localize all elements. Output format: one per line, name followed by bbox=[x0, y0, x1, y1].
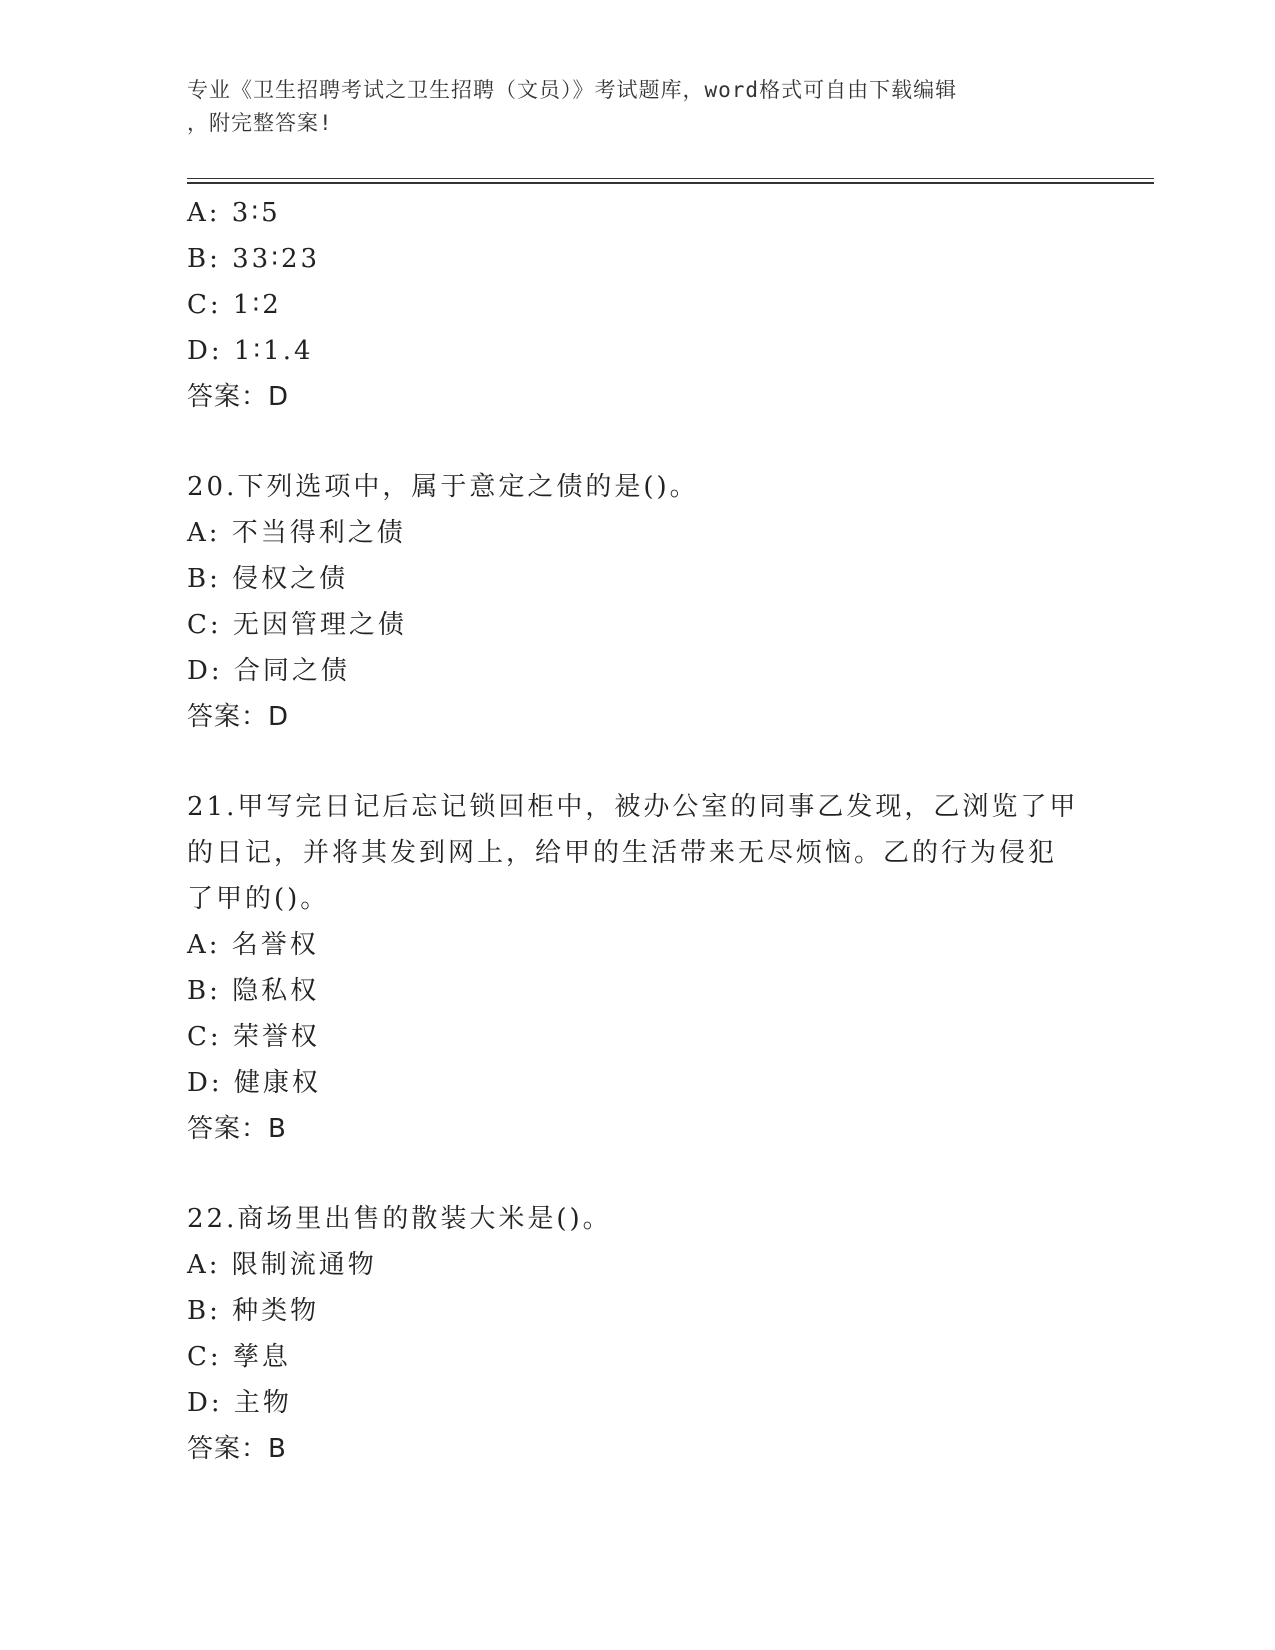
header-line-1: 专业《卫生招聘考试之卫生招聘（文员）》考试题库，word格式可自由下载编辑 bbox=[187, 78, 958, 102]
question-stem-line-1: 21.甲写完日记后忘记锁回柜中，被办公室的同事乙发现，乙浏览了甲 bbox=[187, 792, 1079, 822]
question-20 bbox=[187, 464, 1087, 740]
question-21 bbox=[187, 784, 1087, 1152]
spacer bbox=[187, 420, 1087, 464]
answer-line: 答案：B bbox=[187, 1434, 287, 1464]
option-d: D: 主物 bbox=[187, 1388, 292, 1418]
option-a: A: 3∶5 bbox=[187, 198, 281, 228]
option-b: B: 侵权之债 bbox=[187, 564, 349, 594]
question-stem-line-3: 了甲的()。 bbox=[187, 884, 330, 914]
option-c: C: 无因管理之债 bbox=[187, 610, 407, 640]
spacer bbox=[187, 1152, 1087, 1196]
option-a: A: 名誉权 bbox=[187, 930, 319, 960]
option-c: C: 荣誉权 bbox=[187, 1022, 320, 1052]
header-divider-thick bbox=[187, 182, 1154, 184]
option-b: B: 33∶23 bbox=[187, 244, 321, 274]
option-c: C: 孳息 bbox=[187, 1342, 291, 1372]
option-b: B: 隐私权 bbox=[187, 976, 320, 1006]
question-stem: 22.商场里出售的散装大米是()。 bbox=[187, 1204, 612, 1234]
question-stem-line-2: 的日记，并将其发到网上，给甲的生活带来无尽烦恼。乙的行为侵犯 bbox=[187, 838, 1058, 868]
option-d: D: 1∶1.4 bbox=[187, 336, 314, 366]
header-divider-thin bbox=[187, 178, 1154, 179]
question-22 bbox=[187, 1196, 1087, 1472]
answer-line: 答案：D bbox=[187, 382, 290, 412]
answer-line: 答案：B bbox=[187, 1114, 287, 1144]
header-line-2: ，附完整答案! bbox=[187, 111, 333, 135]
question-19-continued bbox=[187, 190, 1087, 420]
option-a: A: 限制流通物 bbox=[187, 1250, 377, 1280]
option-a: A: 不当得利之债 bbox=[187, 518, 406, 548]
question-stem: 20.下列选项中，属于意定之债的是()。 bbox=[187, 472, 699, 502]
option-b: B: 种类物 bbox=[187, 1296, 320, 1326]
spacer bbox=[187, 740, 1087, 784]
option-d: D: 合同之债 bbox=[187, 656, 350, 686]
option-c: C: 1∶2 bbox=[187, 290, 282, 320]
answer-line: 答案：D bbox=[187, 702, 290, 732]
document-header bbox=[187, 74, 1067, 140]
question-list bbox=[187, 190, 1087, 1472]
option-d: D: 健康权 bbox=[187, 1068, 321, 1098]
